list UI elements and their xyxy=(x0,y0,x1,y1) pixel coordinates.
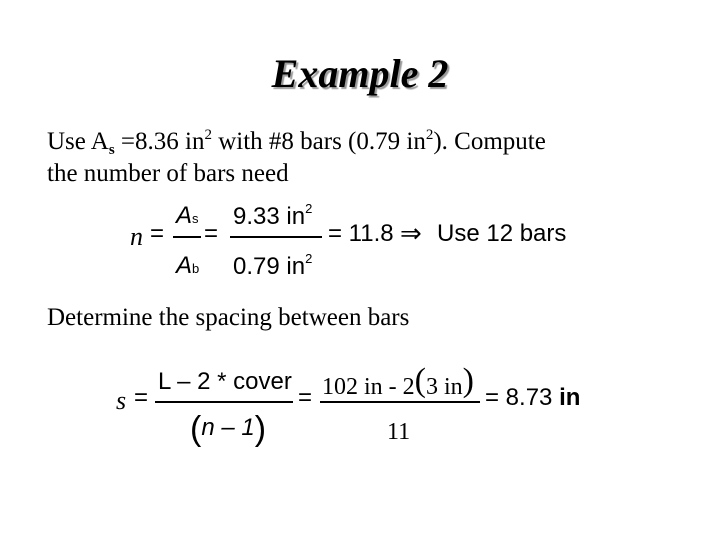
eq2-denominator-value: 11 xyxy=(387,419,411,445)
eq1-lhs: n xyxy=(130,222,143,251)
eq1-den-var: Ab xyxy=(176,252,200,279)
eq1-den-val: 0.79 $in^2$ xyxy=(233,251,313,280)
eq1-num-val: 9.33 $in^2$ xyxy=(233,201,313,230)
eq2-numerator: L – 2 * cover xyxy=(158,368,292,395)
eq1-equals: = xyxy=(150,220,165,247)
eq1-equals-2: = xyxy=(204,220,219,247)
eq2-result: = 8.73 in xyxy=(485,384,581,411)
eq1-conclusion: Use 12 bars xyxy=(437,220,567,247)
eq2-fraction-bar-1 xyxy=(155,401,293,403)
eq1-result: = 11.8 xyxy=(328,220,394,247)
spacing-text: Determine the spacing between bars xyxy=(47,304,410,331)
eq2-lhs: s xyxy=(116,386,127,415)
eq2-denominator: (n – 1) xyxy=(190,410,267,448)
eq2-equals: = xyxy=(134,384,149,411)
slide-title: Example 2 xyxy=(271,51,449,96)
intro-text: Use $A_s =8.36$ $in^2$ with #8 bars (0.79 $in^2$). Compute the number of bars need xyxy=(47,127,546,187)
eq2-fraction-bar-2 xyxy=(320,401,480,403)
eq2-numerator-values: 102 in - 2(3 in) xyxy=(322,362,474,400)
implies-arrow: ⇒ xyxy=(400,218,422,248)
eq2-equals-2: = xyxy=(298,384,313,411)
eq1-num-var: As xyxy=(176,202,199,229)
